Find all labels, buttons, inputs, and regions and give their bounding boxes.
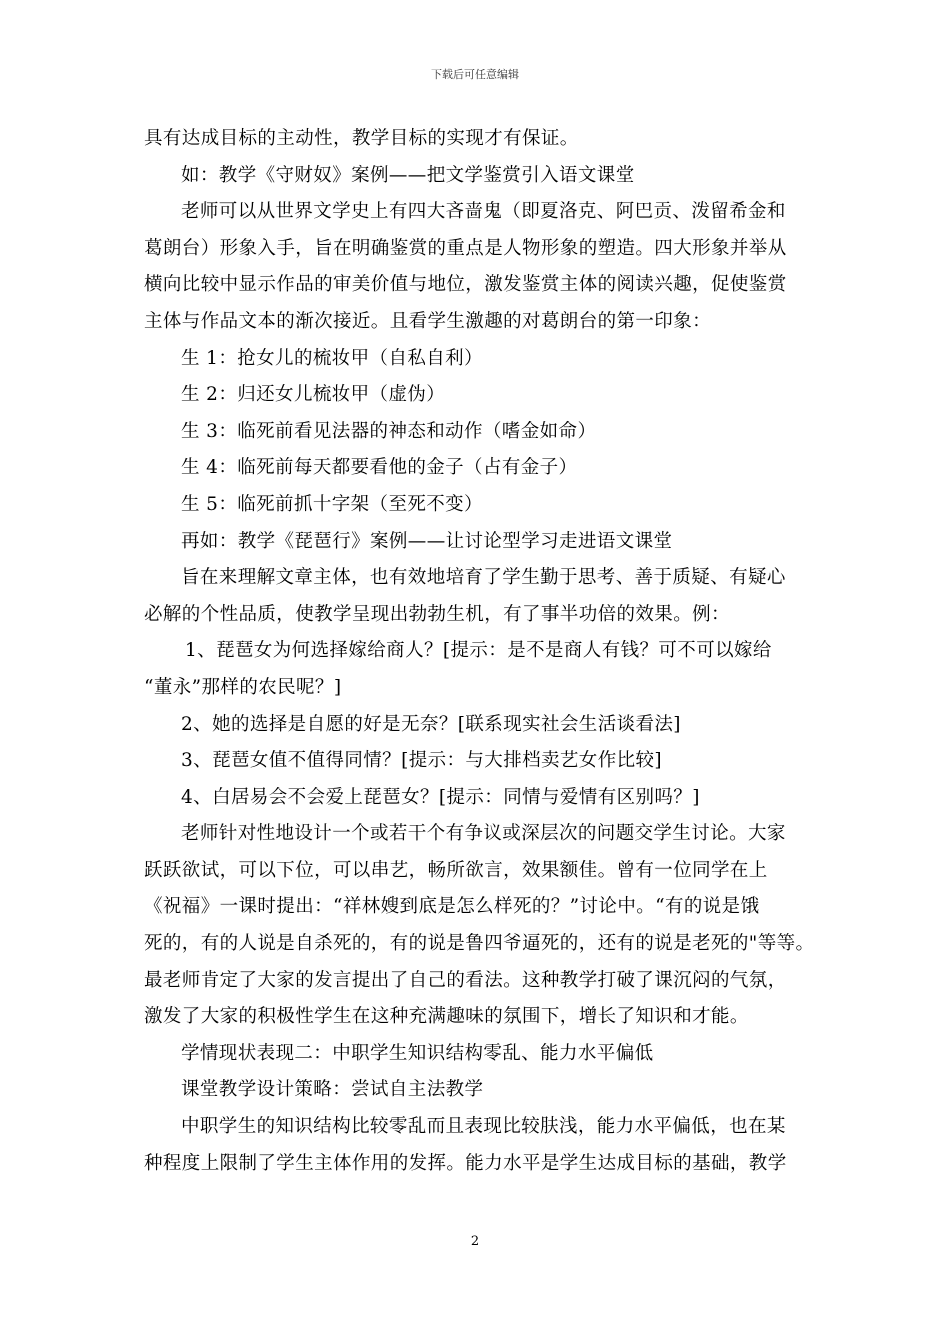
text-line: 2、她的选择是自愿的好是无奈？[联系现实社会生活谈看法] — [181, 713, 681, 735]
page-header: 下载后可任意编辑 — [431, 68, 519, 81]
text-line: 学情现状表现二：中职学生知识结构零乱、能力水平偏低 — [181, 1042, 654, 1064]
text-line: 最老师肯定了大家的发言提出了自己的看法。这种教学打破了课沉闷的气氛， — [144, 969, 787, 991]
text-line: 激发了大家的积极性学生在这种充满趣味的氛围下，增长了知识和才能。 — [144, 1006, 749, 1028]
text-line: 生 4：临死前每天都要看他的金子（占有金子） — [181, 457, 578, 479]
text-line: 生 3：临死前看见法器的神态和动作（嗜金如命） — [181, 420, 597, 442]
text-line: 4、白居易会不会爱上琵琶女？[提示：同情与爱情有区别吗？] — [181, 786, 700, 808]
text-line: 必解的个性品质，使教学呈现出勃勃生机，有了事半功倍的效果。例： — [144, 603, 730, 625]
text-line: 《祝福》一课时提出：“祥林嫂到底是怎么样死的？”讨论中。“有的说是饿 — [144, 896, 760, 918]
text-line: 种程度上限制了学生主体作用的发挥。能力水平是学生达成目标的基础，教学 — [144, 1152, 787, 1174]
text-line: “董永”那样的农民呢？] — [144, 676, 342, 698]
text-line: 横向比较中显示作品的审美价值与地位，激发鉴赏主体的阅读兴趣，促使鉴赏 — [144, 274, 787, 296]
page-number: 2 — [470, 1234, 480, 1249]
text-line: 旨在来理解文章主体，也有效地培育了学生勤于思考、善于质疑、有疑心 — [181, 567, 786, 589]
text-line: 课堂教学设计策略：尝试自主法教学 — [181, 1079, 484, 1101]
text-line: 死的，有的人说是自杀死的，有的说是鲁四爷逼死的，还有的说是老死的"等等。 — [144, 933, 815, 955]
text-line: 3、琵琶女值不值得同情？[提示：与大排档卖艺女作比较] — [181, 750, 663, 772]
text-line: 葛朗台）形象入手，旨在明确鉴赏的重点是人物形象的塑造。四大形象并举从 — [144, 237, 787, 259]
text-line: 再如：教学《琵琶行》案例——让讨论型学习走进语文课堂 — [181, 530, 673, 552]
text-line: 跃跃欲试，可以下位，可以串艺，畅所欲言，效果额佳。曾有一位同学在上 — [144, 859, 768, 881]
text-line: 主体与作品文本的渐次接近。且看学生激趣的对葛朗台的第一印象： — [144, 310, 712, 332]
text-line: 生 2：归还女儿梳妆甲（虚伪） — [181, 384, 446, 406]
text-line: 中职学生的知识结构比较零乱而且表现比较肤浅，能力水平偏低，也在某 — [181, 1116, 786, 1138]
text-line: 生 5：临死前抓十字架（至死不变） — [181, 493, 483, 515]
text-line: 具有达成目标的主动性，教学目标的实现才有保证。 — [144, 128, 579, 149]
text-line: 生 1：抢女儿的梳妆甲（自私自利） — [181, 347, 483, 369]
text-line: 1、琵琶女为何选择嫁给商人？[提示：是不是商人有钱？可不可以嫁给 — [185, 640, 772, 662]
document-body — [144, 121, 824, 1182]
text-line: 老师针对性地设计一个或若干个有争议或深层次的问题交学生讨论。大家 — [181, 823, 786, 845]
text-line: 如：教学《守财奴》案例——把文学鉴赏引入语文课堂 — [181, 164, 635, 186]
text-line: 老师可以从世界文学史上有四大吝啬鬼（即夏洛克、阿巴贡、泼留希金和 — [181, 201, 786, 223]
